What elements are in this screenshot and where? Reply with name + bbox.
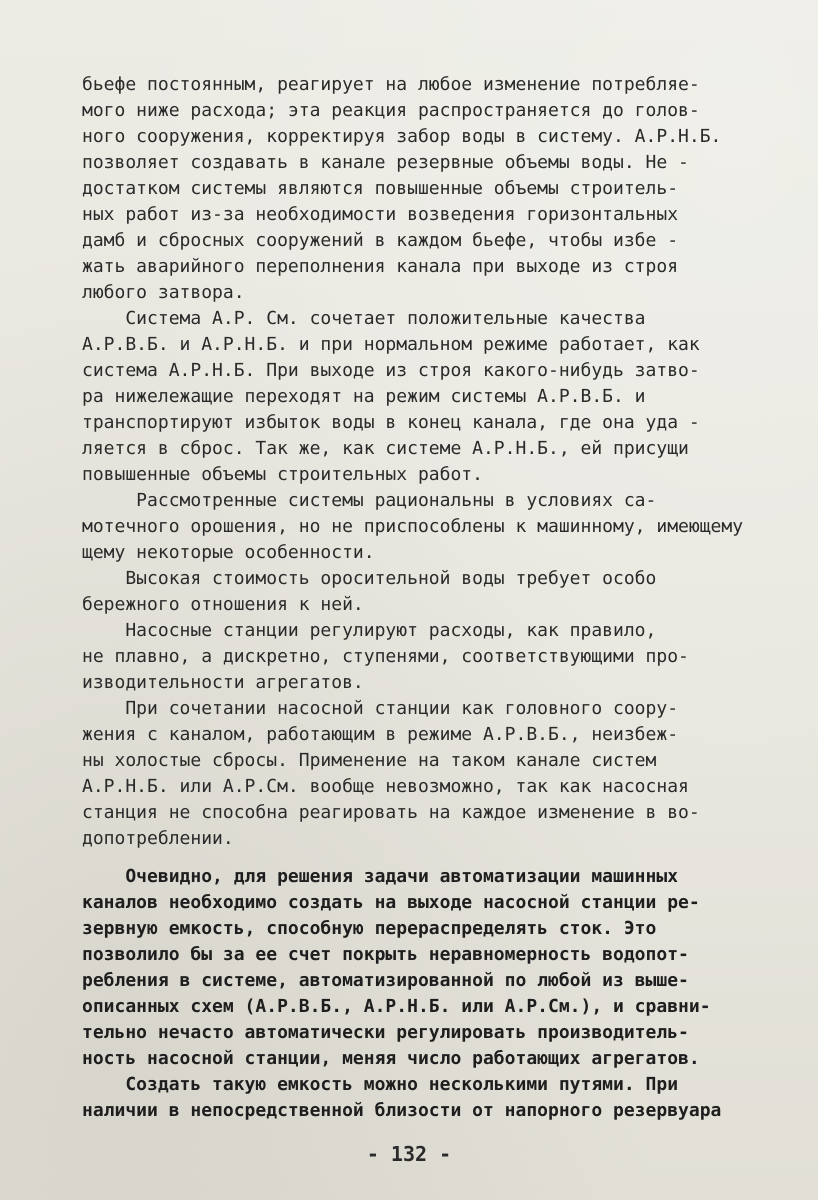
text-line: щему некоторые особенности. (82, 542, 375, 563)
text-line: Создать такую емкость можно несколькими путями. При (82, 1074, 679, 1095)
text-line: тельно нечасто автоматически регулировать производитель- (82, 1022, 689, 1043)
text-line: жать аварийного переполнения канала при выходе из строя (82, 256, 679, 277)
text-line: наличии в непосредственной близости от напорного резервуара (82, 1100, 722, 1121)
body-text (82, 72, 818, 1124)
text-line: бережного отношения к ней. (82, 594, 364, 615)
text-line: станция не способна реагировать на каждое изменение в во- (82, 802, 700, 823)
text-line: Очевидно, для решения задачи автоматизации машинных (82, 866, 679, 887)
text-line: ны холостые сбросы. Применение на таком канале систем (82, 750, 657, 771)
text-line: При сочетании насосной станции как головного соору- (82, 698, 679, 719)
text-line: допотреблении. (82, 828, 234, 849)
text-line: дамб и сбросных сооружений в каждом бьефе, чтобы избе - (82, 230, 679, 251)
text-line: изводительности агрегатов. (82, 672, 364, 693)
text-line: ребления в системе, автоматизированной по любой из выше- (82, 970, 689, 991)
text-line: А.Р.Н.Б. или А.Р.См. вообще невозможно, так как насосная (82, 776, 689, 797)
text-line: зервную емкость, способную перераспределять сток. Это (82, 918, 657, 939)
text-line: мого ниже расхода; эта реакция распространяется до голов- (82, 100, 700, 121)
text-line: бьефе постоянным, реагирует на любое изменение потребляе- (82, 74, 700, 95)
text-line: ных работ из-за необходимости возведения горизонтальных (82, 204, 679, 225)
text-line: Система А.Р. См. сочетает положительные качества (82, 308, 646, 329)
text-line: позволяет создавать в канале резервные объемы воды. Не - (82, 152, 689, 173)
text-line: А.Р.В.Б. и А.Р.Н.Б. и при нормальном режиме работает, как (82, 334, 700, 355)
text-line: повышенные объемы строительных работ. (82, 464, 483, 485)
text-line: не плавно, а дискретно, ступенями, соответствующими про- (82, 646, 689, 667)
text-line: система А.Р.Н.Б. При выходе из строя какого-нибудь затво- (82, 360, 700, 381)
text-line: транспортируют избыток воды в конец канала, где она уда - (82, 412, 700, 433)
text-line: каналов необходимо создать на выходе насосной станции ре- (82, 892, 700, 913)
text-line: ляется в сброс. Так же, как системе А.Р.Н.Б., ей присущи (82, 438, 689, 459)
text-line: жения с каналом, работающим в режиме А.Р.В.Б., неизбеж- (82, 724, 679, 745)
text-line: Насосные станции регулируют расходы, как правило, (82, 620, 657, 641)
text-line: позволило бы за ее счет покрыть неравномерность водопот- (82, 944, 689, 965)
text-line: Рассмотренные системы рациональны в условиях са- (82, 490, 657, 511)
text-line: ного сооружения, корректируя забор воды в систему. А.Р.Н.Б. (82, 126, 722, 147)
paragraph-gap (82, 852, 818, 864)
text-line: описанных схем (А.Р.В.Б., А.Р.Н.Б. или А.Р.См.), и сравни- (82, 996, 711, 1017)
page-number: - 132 - (366, 1142, 452, 1166)
text-line: Высокая стоимость оросительной воды требует особо (82, 568, 657, 589)
text-line: ра нижележащие переходят на режим системы А.Р.В.Б. и (82, 386, 646, 407)
text-line: достатком системы являются повышенные объемы строитель- (82, 178, 679, 199)
text-line: мотечного орошения, но не приспособлены к машинному, имеющему (82, 516, 744, 537)
text-line: любого затвора. (82, 282, 245, 303)
text-line: ность насосной станции, меняя число работающих агрегатов. (82, 1048, 700, 1069)
